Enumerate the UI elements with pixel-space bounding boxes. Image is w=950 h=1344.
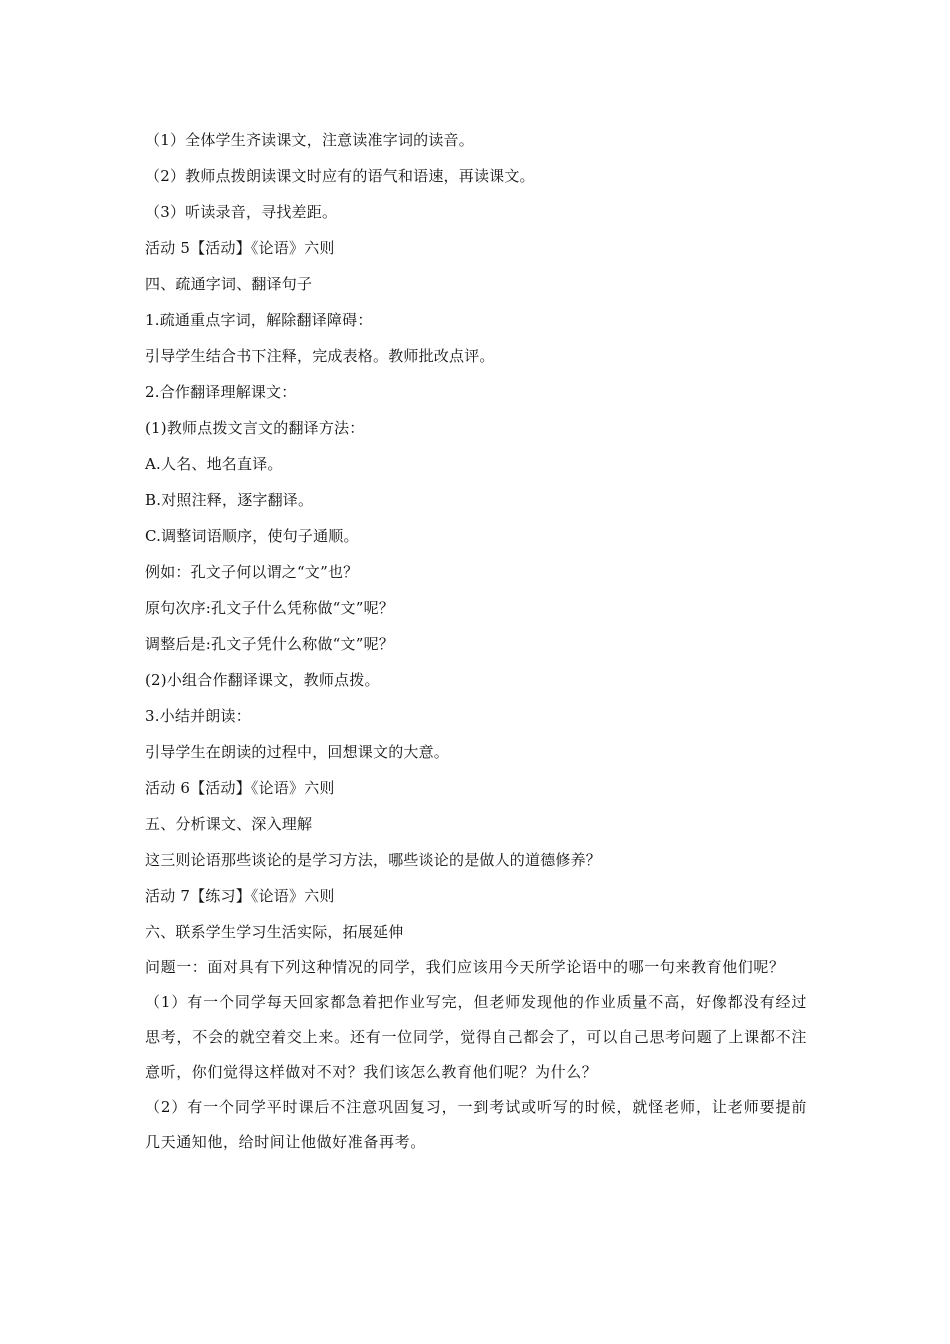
item-1-text: 引导学生结合书下注释，完成表格。教师批改点评。 [145,347,495,365]
case-1-paragraph: （1）有一个同学每天回家都急着把作业写完，但老师发现他的作业质量不高，好像都没有经过思考，不会的就空着交上来。还有一位同学，觉得自己都会了，可以自己思考问题了上课都不注意听，你们觉得这样做对不对？我们该怎么教育他们呢？为什么？ [145,993,807,1081]
item-3-heading: 3.小结并朗读： [145,707,251,725]
section-6-heading: 六、联系学生学习生活实际，拓展延伸 [145,923,404,941]
case-2-paragraph: （2）有一个同学平时课后不注意巩固复习，一到考试或听写的时候，就怪老师，让老师要提前几天通知他，给时间让他做好准备再考。 [145,1098,807,1151]
step-read-aloud: （1）全体学生齐读课文，注意读准字词的读音。 [145,131,474,149]
item-2-sub-2: (2)小组合作翻译课文，教师点拨。 [145,671,380,689]
adjusted-order-line: 调整后是:孔文子凭什么称做“文”呢？ [145,635,394,653]
method-c: C.调整词语顺序，使句子通顺。 [145,527,359,545]
question-1-paragraph: 问题一：面对具有下列这种情况的同学，我们应该用今天所学论语中的哪一句来教育他们呢？ [145,958,785,976]
item-3-text: 引导学生在朗读的过程中，回想课文的大意。 [145,743,450,761]
item-1-heading: 1.疏通重点字词，解除翻译障碍： [145,311,373,329]
activity-5-heading: 活动 5【活动】《论语》六则 [145,239,335,257]
section-5-question: 这三则论语那些谈论的是学习方法，哪些谈论的是做人的道德修养？ [145,851,602,869]
method-b: B.对照注释，逐字翻译。 [145,491,314,509]
activity-6-heading: 活动 6【活动】《论语》六则 [145,779,335,797]
step-teacher-guidance: （2）教师点拨朗读课文时应有的语气和语速，再读课文。 [145,167,535,185]
item-2-sub-1: (1)教师点拨文言文的翻译方法： [145,419,365,437]
method-a: A.人名、地名直译。 [145,455,283,473]
section-5-heading: 五、分析课文、深入理解 [145,815,313,833]
item-2-heading: 2.合作翻译理解课文： [145,383,297,401]
section-4-heading: 四、疏通字词、翻译句子 [145,275,313,293]
step-listen-recording: （3）听读录音，寻找差距。 [145,203,338,221]
activity-7-heading: 活动 7【练习】《论语》六则 [145,887,335,905]
document-body [145,122,807,1160]
example-line: 例如：孔文子何以谓之“文”也？ [145,563,359,581]
original-order-line: 原句次序:孔文子什么凭称做“文”呢？ [145,599,394,617]
